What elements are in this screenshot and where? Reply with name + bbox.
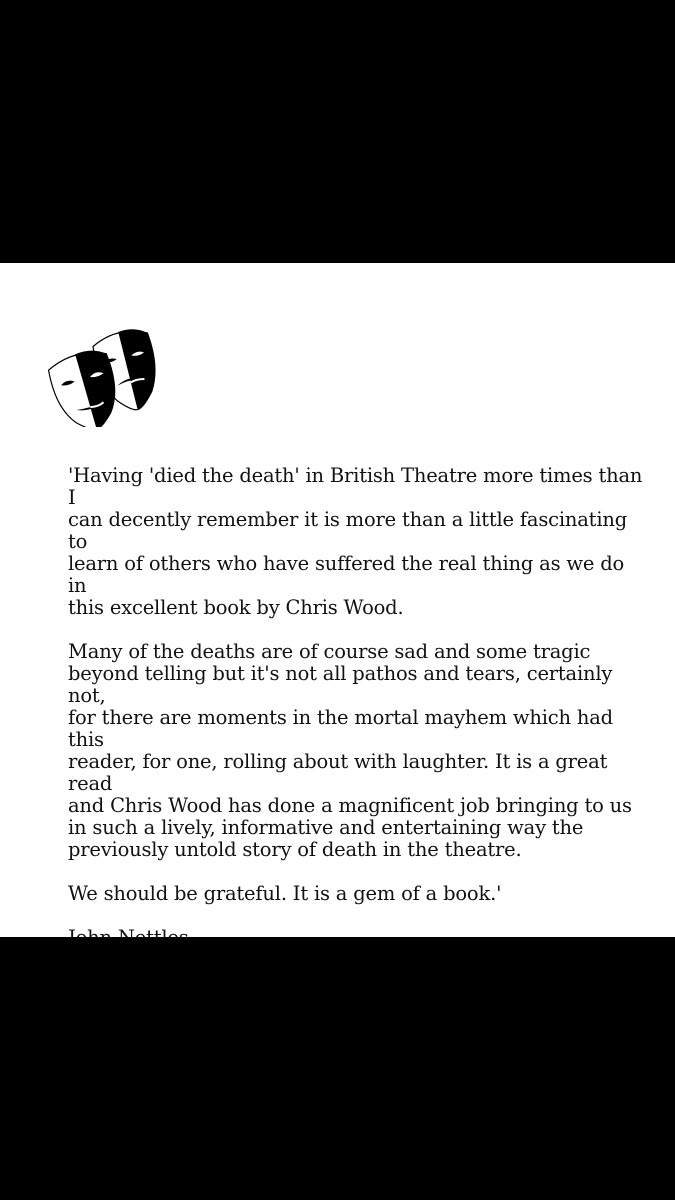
quote-card <box>0 263 675 937</box>
quote-paragraph: Many of the deaths are of course sad and some tragic beyond telling but it's not all pathos and tears, certainly not, for there are moments in the mortal mayhem which had this reader, for one, rolling about with laughter. It is a great read and Chris Wood has done a magnificent job bringing to us in such a lively, informative and entertaining way the previously untold story of death in the theatre. <box>68 640 632 861</box>
quote-block <box>68 465 648 971</box>
bottom-letterbox-bar <box>0 937 675 1200</box>
theatre-masks-icon <box>40 323 166 427</box>
quote-paragraph: We should be grateful. It is a gem of a book.' <box>68 882 502 905</box>
quote-paragraph: 'Having 'died the death' in British Theatre more times than I can decently remember it is more than a little fascinating to learn of others who have suffered the real thing as we do in this excellent book by Chris Wood. <box>68 464 643 619</box>
top-letterbox-bar <box>0 0 675 263</box>
